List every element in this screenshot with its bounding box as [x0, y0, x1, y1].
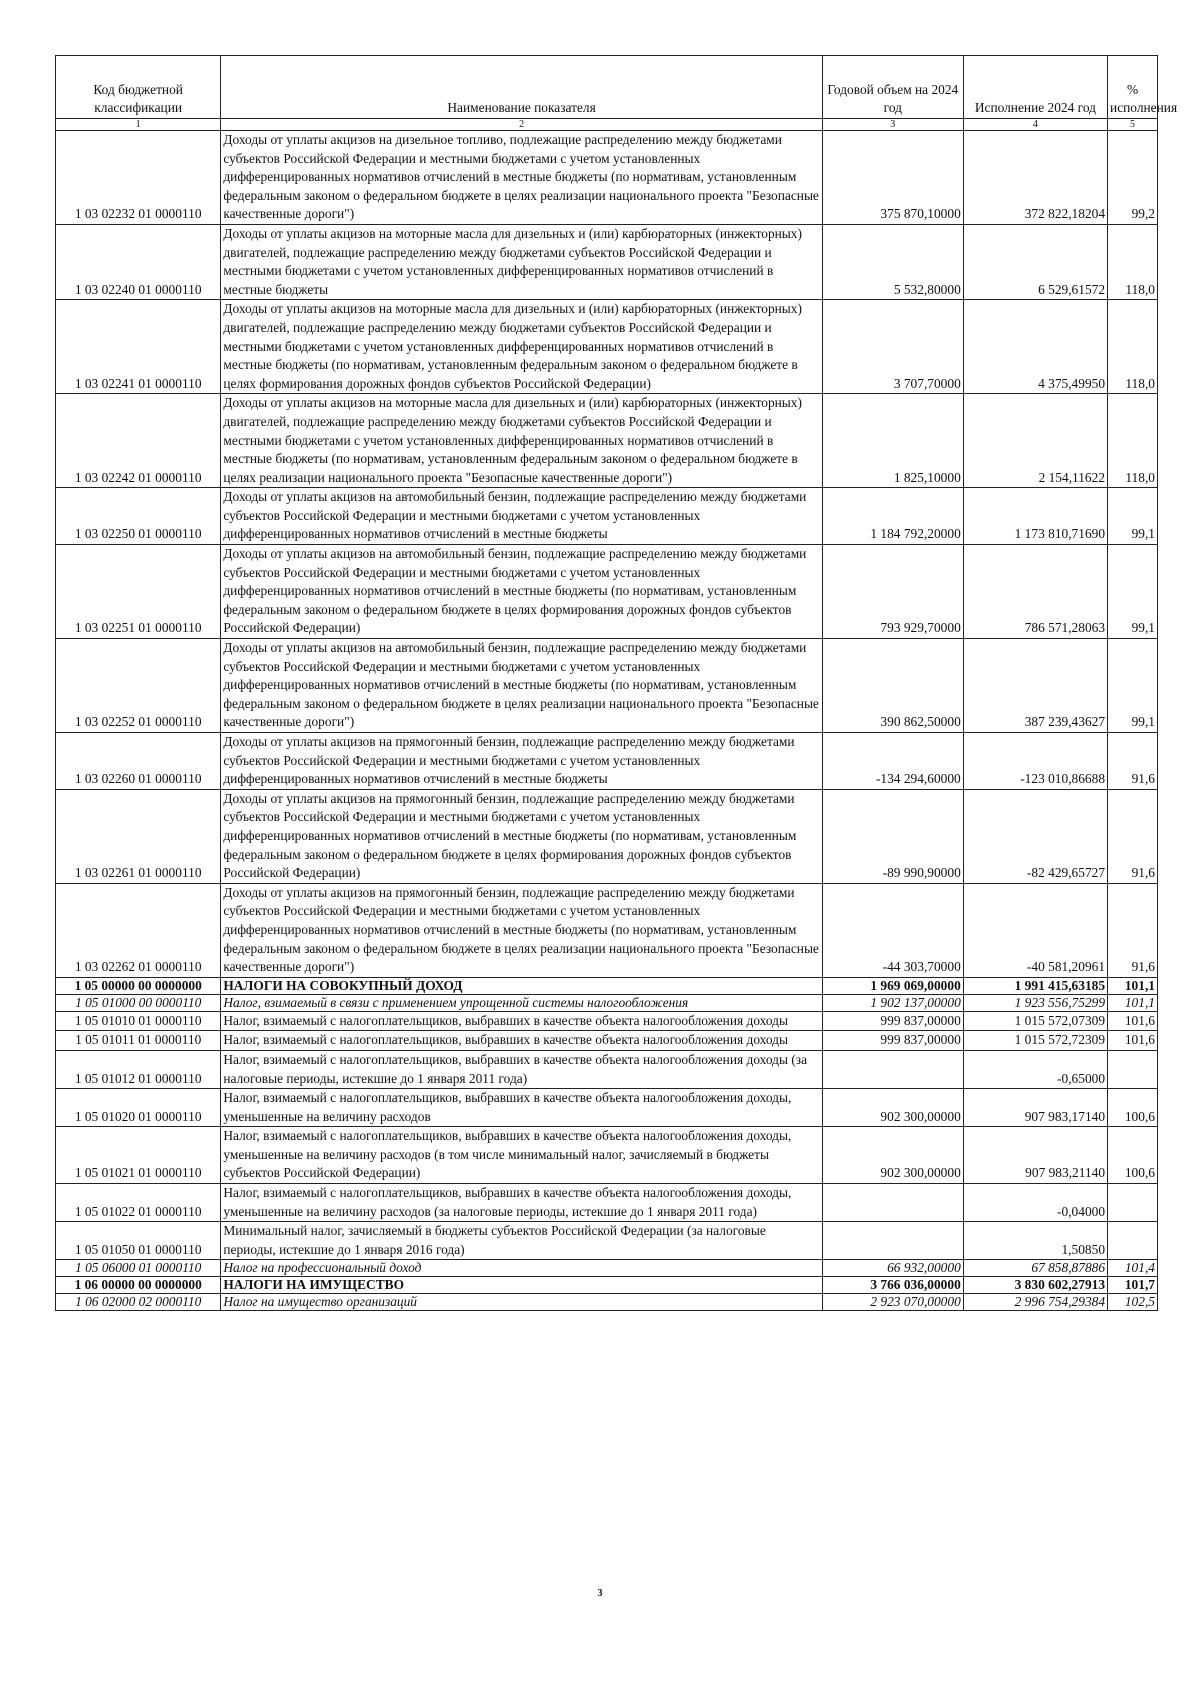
table-row: [56, 1222, 1158, 1260]
execution-cell: 907 983,17140: [963, 1089, 1107, 1127]
table-row: [56, 1277, 1158, 1294]
annual-plan-cell: 999 837,00000: [822, 1031, 963, 1051]
execution-cell: -82 429,65727: [963, 789, 1107, 883]
execution-percent-cell: 101,1: [1108, 977, 1158, 994]
annual-plan-cell: 3 707,70000: [822, 300, 963, 394]
table-row: [56, 1127, 1158, 1184]
indicator-name-cell: Налог, взимаемый с налогоплательщиков, выбравших в качестве объекта налогообложения доходы (за налоговые периоды, истекшие до 1 января 2011 года): [221, 1050, 822, 1088]
annual-plan-cell: 375 870,10000: [822, 131, 963, 225]
annual-plan-cell: 793 929,70000: [822, 545, 963, 639]
table-row: [56, 1011, 1158, 1031]
table-body: [56, 131, 1158, 1311]
table-row: [56, 131, 1158, 225]
execution-cell: 1 923 556,75299: [963, 994, 1107, 1011]
execution-cell: 4 375,49950: [963, 300, 1107, 394]
budget-code-cell: 1 03 02262 01 0000110: [56, 883, 221, 977]
annual-plan-cell: 2 923 070,00000: [822, 1294, 963, 1311]
table-row: [56, 733, 1158, 790]
annual-plan-cell: 999 837,00000: [822, 1011, 963, 1031]
column-number: 5: [1108, 119, 1158, 131]
execution-cell: 387 239,43627: [963, 639, 1107, 733]
budget-code-cell: 1 03 02241 01 0000110: [56, 300, 221, 394]
indicator-name-cell: НАЛОГИ НА ИМУЩЕСТВО: [221, 1277, 822, 1294]
table-row: [56, 488, 1158, 545]
execution-percent-cell: 101,1: [1108, 994, 1158, 1011]
execution-percent-cell: 91,6: [1108, 883, 1158, 977]
annual-plan-cell: 1 825,10000: [822, 394, 963, 488]
budget-code-cell: 1 03 02250 01 0000110: [56, 488, 221, 545]
execution-percent-cell: 91,6: [1108, 789, 1158, 883]
header-pct: % исполнения: [1108, 56, 1158, 119]
budget-code-cell: 1 03 02251 01 0000110: [56, 545, 221, 639]
page-number: 3: [597, 1588, 603, 1599]
header-actual: Исполнение 2024 год: [963, 56, 1107, 119]
budget-code-cell: 1 05 01010 01 0000110: [56, 1011, 221, 1031]
indicator-name-cell: Доходы от уплаты акцизов на дизельное топливо, подлежащие распределению между бюджетами субъектов Российской Федерации и местными бюджетами с учетом установленных дифференцированных нормативов отчислений в местные бюджеты (по нормативам, установленным федеральным законом о федеральном бюджете в целях реализации национального проекта "Безопасные качественные дороги"): [221, 131, 822, 225]
annual-plan-cell: [822, 1222, 963, 1260]
budget-code-cell: 1 05 01011 01 0000110: [56, 1031, 221, 1051]
column-number: 2: [221, 119, 822, 131]
annual-plan-cell: -134 294,60000: [822, 733, 963, 790]
annual-plan-cell: 3 766 036,00000: [822, 1277, 963, 1294]
indicator-name-cell: Налог, взимаемый с налогоплательщиков, выбравших в качестве объекта налогообложения доходы, уменьшенные на величину расходов: [221, 1089, 822, 1127]
execution-percent-cell: 118,0: [1108, 300, 1158, 394]
budget-code-cell: 1 03 02232 01 0000110: [56, 131, 221, 225]
indicator-name-cell: Доходы от уплаты акцизов на моторные масла для дизельных и (или) карбюраторных (инжекторных) двигателей, подлежащие распределению между бюджетами субъектов Российской Федерации и местными бюджетами с учетом установленных дифференцированных нормативов отчислений в местные бюджеты (по нормативам, установленным федеральным законом о федеральном бюджете в целях формирования дорожных фондов субъектов Российской Федерации): [221, 300, 822, 394]
annual-plan-cell: 902 300,00000: [822, 1089, 963, 1127]
table-header-row: [56, 56, 1158, 119]
table-row: [56, 994, 1158, 1011]
execution-cell: 67 858,87886: [963, 1260, 1107, 1277]
execution-percent-cell: [1108, 1184, 1158, 1222]
column-number: 4: [963, 119, 1107, 131]
execution-cell: 1 991 415,63185: [963, 977, 1107, 994]
budget-code-cell: 1 03 02242 01 0000110: [56, 394, 221, 488]
execution-percent-cell: 101,7: [1108, 1277, 1158, 1294]
execution-percent-cell: 99,1: [1108, 488, 1158, 545]
table-row: [56, 1050, 1158, 1088]
execution-percent-cell: 99,2: [1108, 131, 1158, 225]
budget-code-cell: 1 06 00000 00 0000000: [56, 1277, 221, 1294]
indicator-name-cell: Налог на профессиональный доход: [221, 1260, 822, 1277]
annual-plan-cell: 390 862,50000: [822, 639, 963, 733]
execution-percent-cell: 118,0: [1108, 224, 1158, 299]
execution-percent-cell: 101,6: [1108, 1031, 1158, 1051]
table-row: [56, 545, 1158, 639]
table-row: [56, 883, 1158, 977]
table-row: [56, 1089, 1158, 1127]
indicator-name-cell: Налог, взимаемый в связи с применением упрощенной системы налогообложения: [221, 994, 822, 1011]
annual-plan-cell: -44 303,70000: [822, 883, 963, 977]
table-row: [56, 224, 1158, 299]
annual-plan-cell: 1 969 069,00000: [822, 977, 963, 994]
indicator-name-cell: Налог, взимаемый с налогоплательщиков, выбравших в качестве объекта налогообложения доходы, уменьшенные на величину расходов (за налоговые периоды, истекшие до 1 января 2011 года): [221, 1184, 822, 1222]
annual-plan-cell: 902 300,00000: [822, 1127, 963, 1184]
annual-plan-cell: [822, 1184, 963, 1222]
budget-table: [55, 55, 1178, 1311]
execution-cell: -0,04000: [963, 1184, 1107, 1222]
table-row: [56, 394, 1158, 488]
indicator-name-cell: Доходы от уплаты акцизов на прямогонный бензин, подлежащие распределению между бюджетами субъектов Российской Федерации и местными бюджетами с учетом установленных дифференцированных нормативов отчислений в местные бюджеты (по нормативам, установленным федеральным законом о федеральном бюджете в целях формирования дорожных фондов субъектов Российской Федерации): [221, 789, 822, 883]
budget-code-cell: 1 05 01000 00 0000110: [56, 994, 221, 1011]
indicator-name-cell: Доходы от уплаты акцизов на автомобильный бензин, подлежащие распределению между бюджетами субъектов Российской Федерации и местными бюджетами с учетом установленных дифференцированных нормативов отчислений в местные бюджеты (по нормативам, установленным федеральным законом о федеральном бюджете в целях реализации национального проекта "Безопасные качественные дороги"): [221, 639, 822, 733]
annual-plan-cell: 1 902 137,00000: [822, 994, 963, 1011]
indicator-name-cell: Налог, взимаемый с налогоплательщиков, выбравших в качестве объекта налогообложения доходы, уменьшенные на величину расходов (в том числе минимальный налог, зачисляемый в бюджеты субъектов Российской Федерации): [221, 1127, 822, 1184]
execution-cell: 6 529,61572: [963, 224, 1107, 299]
budget-code-cell: 1 05 01021 01 0000110: [56, 1127, 221, 1184]
execution-cell: -0,65000: [963, 1050, 1107, 1088]
budget-code-cell: 1 06 02000 02 0000110: [56, 1294, 221, 1311]
table-row: [56, 1031, 1158, 1051]
execution-percent-cell: 118,0: [1108, 394, 1158, 488]
indicator-name-cell: Налог на имущество организаций: [221, 1294, 822, 1311]
indicator-name-cell: Доходы от уплаты акцизов на автомобильный бензин, подлежащие распределению между бюджетами субъектов Российской Федерации и местными бюджетами с учетом установленных дифференцированных нормативов отчислений в местные бюджеты: [221, 488, 822, 545]
header-plan: Годовой объем на 2024 год: [822, 56, 963, 119]
execution-percent-cell: 100,6: [1108, 1089, 1158, 1127]
budget-code-cell: 1 05 06000 01 0000110: [56, 1260, 221, 1277]
execution-cell: 2 996 754,29384: [963, 1294, 1107, 1311]
execution-cell: 1 173 810,71690: [963, 488, 1107, 545]
execution-cell: 372 822,18204: [963, 131, 1107, 225]
execution-percent-cell: 101,6: [1108, 1011, 1158, 1031]
budget-code-cell: 1 03 02240 01 0000110: [56, 224, 221, 299]
table-row: [56, 1294, 1158, 1311]
execution-percent-cell: [1108, 1050, 1158, 1088]
execution-cell: -40 581,20961: [963, 883, 1107, 977]
column-number: 3: [822, 119, 963, 131]
execution-percent-cell: 100,6: [1108, 1127, 1158, 1184]
header-code: Код бюджетной классификации: [56, 56, 221, 119]
table-row: [56, 789, 1158, 883]
execution-cell: 1 015 572,72309: [963, 1031, 1107, 1051]
column-number: 1: [56, 119, 221, 131]
table-row: [56, 639, 1158, 733]
annual-plan-cell: [822, 1050, 963, 1088]
indicator-name-cell: Налог, взимаемый с налогоплательщиков, выбравших в качестве объекта налогообложения доходы: [221, 1011, 822, 1031]
execution-cell: 907 983,21140: [963, 1127, 1107, 1184]
execution-cell: 2 154,11622: [963, 394, 1107, 488]
budget-code-cell: 1 05 00000 00 0000000: [56, 977, 221, 994]
table-row: [56, 1260, 1158, 1277]
budget-code-cell: 1 05 01022 01 0000110: [56, 1184, 221, 1222]
indicator-name-cell: Доходы от уплаты акцизов на моторные масла для дизельных и (или) карбюраторных (инжекторных) двигателей, подлежащие распределению между бюджетами субъектов Российской Федерации и местными бюджетами с учетом установленных дифференцированных нормативов отчислений в местные бюджеты (по нормативам, установленным федеральным законом о федеральном бюджете в целях реализации национального проекта "Безопасные качественные дороги"): [221, 394, 822, 488]
indicator-name-cell: Доходы от уплаты акцизов на моторные масла для дизельных и (или) карбюраторных (инжекторных) двигателей, подлежащие распределению между бюджетами субъектов Российской Федерации и местными бюджетами с учетом установленных дифференцированных нормативов отчислений в местные бюджеты: [221, 224, 822, 299]
execution-cell: 1 015 572,07309: [963, 1011, 1107, 1031]
execution-cell: 3 830 602,27913: [963, 1277, 1107, 1294]
execution-cell: 1,50850: [963, 1222, 1107, 1260]
execution-percent-cell: [1108, 1222, 1158, 1260]
execution-percent-cell: 91,6: [1108, 733, 1158, 790]
table-row: [56, 977, 1158, 994]
column-number-row: [56, 119, 1158, 131]
execution-percent-cell: 102,5: [1108, 1294, 1158, 1311]
budget-code-cell: 1 03 02260 01 0000110: [56, 733, 221, 790]
indicator-name-cell: НАЛОГИ НА СОВОКУПНЫЙ ДОХОД: [221, 977, 822, 994]
table-row: [56, 1184, 1158, 1222]
budget-code-cell: 1 03 02261 01 0000110: [56, 789, 221, 883]
indicator-name-cell: Минимальный налог, зачисляемый в бюджеты субъектов Российской Федерации (за налоговые периоды, истекшие до 1 января 2016 года): [221, 1222, 822, 1260]
annual-plan-cell: 1 184 792,20000: [822, 488, 963, 545]
execution-percent-cell: 99,1: [1108, 639, 1158, 733]
indicator-name-cell: Налог, взимаемый с налогоплательщиков, выбравших в качестве объекта налогообложения доходы: [221, 1031, 822, 1051]
budget-code-cell: 1 05 01020 01 0000110: [56, 1089, 221, 1127]
budget-code-cell: 1 05 01012 01 0000110: [56, 1050, 221, 1088]
annual-plan-cell: 66 932,00000: [822, 1260, 963, 1277]
execution-percent-cell: 101,4: [1108, 1260, 1158, 1277]
budget-code-cell: 1 05 01050 01 0000110: [56, 1222, 221, 1260]
execution-cell: -123 010,86688: [963, 733, 1107, 790]
table-row: [56, 300, 1158, 394]
annual-plan-cell: 5 532,80000: [822, 224, 963, 299]
budget-report-page: [55, 55, 1178, 1311]
indicator-name-cell: Доходы от уплаты акцизов на прямогонный бензин, подлежащие распределению между бюджетами субъектов Российской Федерации и местными бюджетами с учетом установленных дифференцированных нормативов отчислений в местные бюджеты: [221, 733, 822, 790]
execution-percent-cell: 99,1: [1108, 545, 1158, 639]
execution-cell: 786 571,28063: [963, 545, 1107, 639]
indicator-name-cell: Доходы от уплаты акцизов на автомобильный бензин, подлежащие распределению между бюджетами субъектов Российской Федерации и местными бюджетами с учетом установленных дифференцированных нормативов отчислений в местные бюджеты (по нормативам, установленным федеральным законом о федеральном бюджете в целях формирования дорожных фондов субъектов Российской Федерации): [221, 545, 822, 639]
header-name: Наименование показателя: [221, 56, 822, 119]
annual-plan-cell: -89 990,90000: [822, 789, 963, 883]
indicator-name-cell: Доходы от уплаты акцизов на прямогонный бензин, подлежащие распределению между бюджетами субъектов Российской Федерации и местными бюджетами с учетом установленных дифференцированных нормативов отчислений в местные бюджеты (по нормативам, установленным федеральным законом о федеральном бюджете в целях реализации национального проекта "Безопасные качественные дороги"): [221, 883, 822, 977]
budget-code-cell: 1 03 02252 01 0000110: [56, 639, 221, 733]
